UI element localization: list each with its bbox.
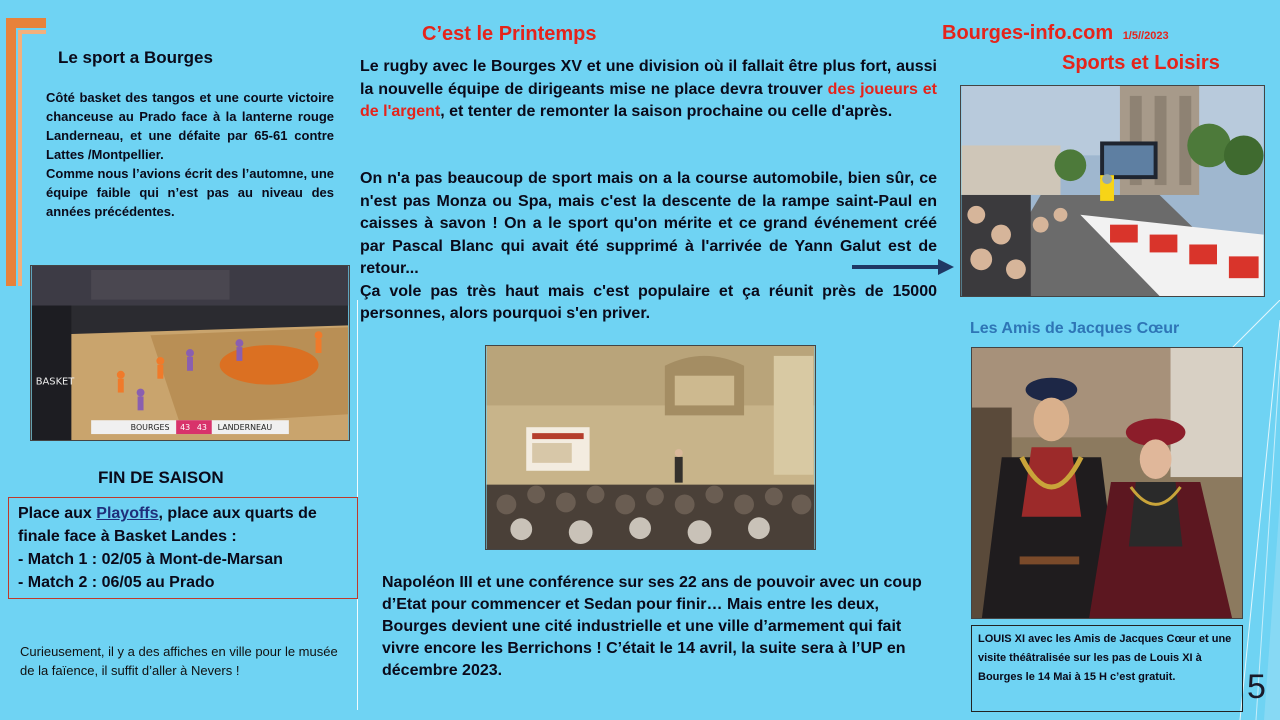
section-title: Sports et Loisirs bbox=[1062, 52, 1220, 74]
scoreboard-score1: 43 bbox=[180, 423, 191, 433]
rugby-article bbox=[360, 56, 937, 124]
auto-race-article bbox=[360, 168, 937, 326]
left-heading: Le sport a Bourges bbox=[58, 48, 213, 67]
soapbox-race-photo bbox=[960, 85, 1265, 297]
playoffs-link[interactable]: Playoffs bbox=[96, 505, 159, 522]
conference-photo bbox=[485, 345, 816, 550]
site-title bbox=[942, 22, 1169, 45]
louis-xi-caption: LOUIS XI avec les Amis de Jacques Cœur et une visite théâtralisée sur les pas de Louis XI à Bourges le 14 Mai à 15 H c’est gratuit. bbox=[971, 625, 1243, 712]
basket-article bbox=[46, 88, 334, 221]
publication-date: 1/5//2023 bbox=[1122, 30, 1169, 42]
playoffs-box bbox=[8, 497, 358, 599]
scoreboard-score2: 43 bbox=[196, 423, 207, 433]
playoffs-prefix: Place aux bbox=[18, 505, 97, 522]
match-2: - Match 2 : 06/05 au Prado bbox=[18, 574, 215, 591]
center-title: C’est le Printemps bbox=[422, 23, 597, 45]
soapbox-race-image bbox=[961, 86, 1264, 296]
playoffs-suffix: , place aux quarts de finale face à Basket Landes : bbox=[18, 505, 317, 545]
basketball-photo bbox=[30, 265, 350, 441]
season-heading: FIN DE SAISON bbox=[98, 468, 224, 487]
arrow-right-icon bbox=[852, 257, 956, 277]
auto-race-paragraph-2: Ça vole pas très haut mais c'est populaire et ça réunit près de 15000 personnes, alors pourquoi s'en priver. bbox=[360, 282, 937, 322]
rugby-text-end: , et tenter de remonter la saison prochaine ou celle d'après. bbox=[440, 103, 893, 120]
basketball-court-image bbox=[31, 266, 349, 440]
conference-room-image bbox=[486, 346, 815, 549]
playoffs-line bbox=[18, 502, 348, 548]
louis-xi-photo bbox=[971, 347, 1243, 619]
scoreboard-team2: LANDERNEAU bbox=[217, 423, 273, 433]
match-1: - Match 1 : 02/05 à Mont-de-Marsan bbox=[18, 551, 283, 568]
faience-note: Curieusement, il y a des affiches en ville pour le musée de la faïence, il suffit d’aller à Nevers ! bbox=[20, 644, 338, 678]
auto-race-paragraph-1: On n'a pas beaucoup de sport mais on a la course automobile, bien sûr, ce n'est pas Monza ou Spa, mais c'est la descente de la rampe saint-Paul en caisses à savon ! On a le sport qu'on mérite et ce grand événement créé par Pascal Blanc qui avait été supprimé à l'arrivée de Yann Galut est de retour... bbox=[360, 170, 937, 277]
corner-bracket-decoration bbox=[0, 18, 46, 286]
costumed-couple-image bbox=[972, 348, 1242, 618]
rugby-highlight: des joueurs et de l'argent bbox=[360, 80, 937, 120]
svg-text:BASKET: BASKET bbox=[35, 376, 75, 388]
basket-paragraph-2: Comme nous l’avions écrit des l’automne, une équipe faible qui n’est pas au niveau des années précédentes. bbox=[46, 166, 334, 219]
page-number: 5 bbox=[1247, 668, 1266, 706]
basket-paragraph-1: Côté basket des tangos et une courte victoire chanceuse au Prado face à la lanterne rouge Landerneau, et une défaite par 65-61 contre Lattes /Montpellier. bbox=[46, 90, 334, 162]
rugby-text-start: Le rugby avec le Bourges XV et une division où il fallait être plus fort, aussi la nouvelle équipe de dirigeants mise ne place devra trouver bbox=[360, 58, 937, 98]
conference-article: Napoléon III et une conférence sur ses 22 ans de pouvoir avec un coup d’Etat pour commencer et Sedan pour finir… Mais entre les deux, Bourges devient une cité industrielle et une ville d’armement qui fait vivre encore les Berrichons ! C’était le 14 avril, la suite sera à l’UP en décembre 2023. bbox=[382, 574, 922, 679]
site-name[interactable]: Bourges-info.com bbox=[942, 22, 1114, 44]
amis-heading: Les Amis de Jacques Cœur bbox=[970, 320, 1180, 337]
scoreboard-team1: BOURGES bbox=[130, 423, 170, 433]
